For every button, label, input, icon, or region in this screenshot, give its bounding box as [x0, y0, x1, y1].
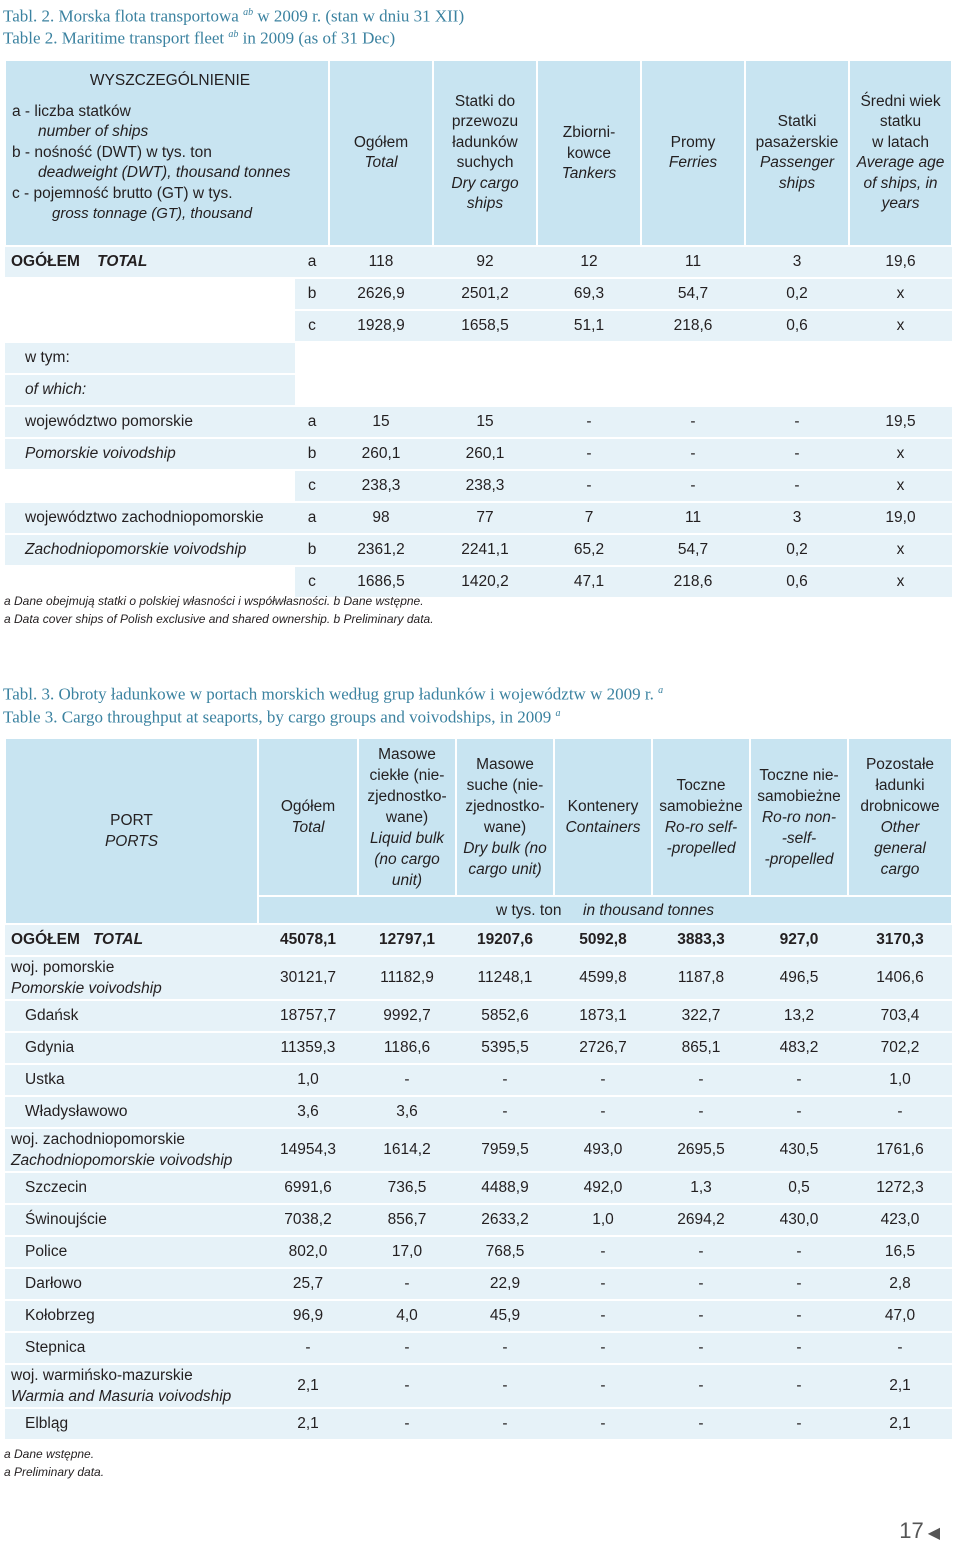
cell: 7959,5 — [456, 1128, 554, 1172]
cell: 22,9 — [456, 1268, 554, 1300]
cell: 51,1 — [537, 310, 641, 342]
cell: 1686,5 — [329, 566, 433, 598]
col-roro-nonself-header: Toczne nie- samobieżne Ro-ro non- -self- -propelled — [750, 738, 848, 896]
total-row — [5, 924, 952, 956]
cell: x — [849, 534, 952, 566]
empty-cell — [295, 374, 952, 406]
row-letter: c — [295, 566, 329, 598]
col-tankers-header: Zbiorni- kowce Tankers — [537, 60, 641, 246]
cell: 238,3 — [329, 470, 433, 502]
table3-header — [5, 738, 952, 896]
cell: 13,2 — [750, 1000, 848, 1032]
port-name: Świnoujście — [5, 1204, 258, 1236]
of-which-label: w tym: — [5, 342, 295, 374]
cell: 3170,3 — [848, 924, 952, 956]
row-letter: b — [295, 278, 329, 310]
col-roro-self-header: Toczne samobieżne Ro-ro self- -propelled — [652, 738, 750, 896]
cell: 11182,9 — [358, 956, 456, 1000]
cell: 118 — [329, 246, 433, 278]
group-label: woj. warmińsko-mazurskie Warmia and Masuria voivodship — [5, 1364, 258, 1408]
cell: - — [652, 1364, 750, 1408]
cell: - — [358, 1064, 456, 1096]
row-letter: c — [295, 310, 329, 342]
row-letter: b — [295, 438, 329, 470]
cell: - — [537, 406, 641, 438]
cell: 11 — [641, 246, 745, 278]
cell: 2501,2 — [433, 278, 537, 310]
table-row — [5, 470, 952, 502]
cell: - — [750, 1268, 848, 1300]
port-name: Gdynia — [5, 1032, 258, 1064]
col-liquid-bulk-header: Masowe ciekłe (nie- zjednostko- wane) Liquid bulk (no cargo unit) — [358, 738, 456, 896]
cell: 322,7 — [652, 1000, 750, 1032]
cell: 2361,2 — [329, 534, 433, 566]
voivodship-row — [5, 956, 952, 1000]
cell: 1272,3 — [848, 1172, 952, 1204]
cell: - — [750, 1408, 848, 1440]
of-which-row — [5, 374, 952, 406]
cell: 802,0 — [258, 1236, 358, 1268]
port-row — [5, 1408, 952, 1440]
table2-footnote-en: a Data cover ships of Polish exclusive and shared ownership. b Preliminary data. — [4, 612, 434, 626]
cell: 1,0 — [554, 1204, 652, 1236]
row-letter: c — [295, 470, 329, 502]
cell: - — [258, 1332, 358, 1364]
cell: 2,1 — [258, 1408, 358, 1440]
group-label: woj. zachodniopomorskie Zachodniopomorskie voivodship — [5, 1128, 258, 1172]
cell: 12 — [537, 246, 641, 278]
cell: - — [652, 1096, 750, 1128]
spec-header: WYSZCZEGÓLNIENIE a - liczba statków number of ships b - nośność (DWT) w tys. ton deadweight (DWT), thousand tonnes c - pojemność brutto (GT) w tys. gross tonnage (GT), thousand — [5, 60, 329, 246]
cell: - — [750, 1364, 848, 1408]
cell: 5852,6 — [456, 1000, 554, 1032]
cell: 3,6 — [358, 1096, 456, 1128]
cell: - — [848, 1332, 952, 1364]
region-label-en: Pomorskie voivodship — [5, 438, 295, 470]
cell: x — [849, 278, 952, 310]
cell: - — [456, 1332, 554, 1364]
cell: 856,7 — [358, 1204, 456, 1236]
cell: - — [456, 1096, 554, 1128]
cell: 25,7 — [258, 1268, 358, 1300]
port-name: Gdańsk — [5, 1000, 258, 1032]
port-name: Władysławowo — [5, 1096, 258, 1128]
cell: 2626,9 — [329, 278, 433, 310]
region-label: województwo zachodniopomorskie — [5, 502, 295, 534]
cell: 3 — [745, 246, 849, 278]
port-name: Stepnica — [5, 1332, 258, 1364]
col-age-header: Średni wiek statku w latach Average age of ships, in years — [849, 60, 952, 246]
cell: x — [849, 310, 952, 342]
cell: 2695,5 — [652, 1128, 750, 1172]
table3-caption-en: Table 3. Cargo throughput at seaports, by cargo groups and voivodships, in 2009 $^a$ — [3, 707, 561, 727]
cell: 1420,2 — [433, 566, 537, 598]
cell: 92 — [433, 246, 537, 278]
cell: 15 — [433, 406, 537, 438]
cell: 19,5 — [849, 406, 952, 438]
cell: - — [652, 1064, 750, 1096]
region-label-en: Zachodniopomorskie voivodship — [5, 534, 295, 566]
col-dry-cargo-header: Statki do przewozu ładunków suchych Dry cargo ships — [433, 60, 537, 246]
cell: 1406,6 — [848, 956, 952, 1000]
cell: 2,1 — [258, 1364, 358, 1408]
cell: 6991,6 — [258, 1172, 358, 1204]
cell: 1186,6 — [358, 1032, 456, 1064]
cell: 492,0 — [554, 1172, 652, 1204]
cell: 18757,7 — [258, 1000, 358, 1032]
cell: 11 — [641, 502, 745, 534]
cell: 4,0 — [358, 1300, 456, 1332]
cell: 96,9 — [258, 1300, 358, 1332]
cell: 7038,2 — [258, 1204, 358, 1236]
cell: 2726,7 — [554, 1032, 652, 1064]
table-row — [5, 246, 952, 278]
cell: 768,5 — [456, 1236, 554, 1268]
cell: 238,3 — [433, 470, 537, 502]
cell: - — [358, 1332, 456, 1364]
cell: 423,0 — [848, 1204, 952, 1236]
row-letter: a — [295, 502, 329, 534]
cell: 1,0 — [258, 1064, 358, 1096]
cell: - — [652, 1236, 750, 1268]
port-row — [5, 1268, 952, 1300]
cell: - — [641, 470, 745, 502]
cell: 15 — [329, 406, 433, 438]
of-which-label-en: of which: — [5, 374, 295, 406]
cell: x — [849, 566, 952, 598]
cell: - — [554, 1064, 652, 1096]
cell: 0,5 — [750, 1172, 848, 1204]
total-label: OGÓŁEM TOTAL — [5, 246, 295, 278]
cell: 7 — [537, 502, 641, 534]
cell: 98 — [329, 502, 433, 534]
maritime-fleet-table — [4, 59, 953, 599]
cell: 4599,8 — [554, 956, 652, 1000]
cell: 1928,9 — [329, 310, 433, 342]
cell: 430,0 — [750, 1204, 848, 1236]
cell: 0,6 — [745, 310, 849, 342]
table2-footnote-pl: a Dane obejmują statki o polskiej własności i współwłasności. b Dane wstępne. — [4, 594, 424, 608]
table-row — [5, 438, 952, 470]
cell: - — [652, 1332, 750, 1364]
port-name: Szczecin — [5, 1172, 258, 1204]
cell: 1761,6 — [848, 1128, 952, 1172]
cell: 0,2 — [745, 278, 849, 310]
cell: 1873,1 — [554, 1000, 652, 1032]
cell: 65,2 — [537, 534, 641, 566]
cell: 0,2 — [745, 534, 849, 566]
cell: 2,8 — [848, 1268, 952, 1300]
port-row — [5, 1236, 952, 1268]
col-total-header: Ogółem Total — [258, 738, 358, 896]
cell: 9992,7 — [358, 1000, 456, 1032]
col-total-header: Ogółem Total — [329, 60, 433, 246]
port-row — [5, 1172, 952, 1204]
table3-footnote-pl: a Dane wstępne. — [4, 1447, 95, 1461]
cell: 1614,2 — [358, 1128, 456, 1172]
cell: 11359,3 — [258, 1032, 358, 1064]
cell: - — [456, 1064, 554, 1096]
empty-cell — [5, 470, 295, 502]
cell: 1658,5 — [433, 310, 537, 342]
cell: 12797,1 — [358, 924, 456, 956]
cell: 2,1 — [848, 1364, 952, 1408]
col-other-cargo-header: Pozostałe ładunki drobnicowe Other general cargo — [848, 738, 952, 896]
cell: - — [358, 1408, 456, 1440]
cell: 5395,5 — [456, 1032, 554, 1064]
cell: 0,6 — [745, 566, 849, 598]
cell: 30121,7 — [258, 956, 358, 1000]
cell: 69,3 — [537, 278, 641, 310]
cell: 3883,3 — [652, 924, 750, 956]
cell: 702,2 — [848, 1032, 952, 1064]
triangle-left-icon: ◀ — [927, 1525, 940, 1542]
cell: 45,9 — [456, 1300, 554, 1332]
cell: 47,1 — [537, 566, 641, 598]
port-header: PORT PORTS — [5, 738, 258, 924]
cell: - — [652, 1300, 750, 1332]
cell: 2241,1 — [433, 534, 537, 566]
cell: 47,0 — [848, 1300, 952, 1332]
cell: - — [652, 1268, 750, 1300]
cell: - — [745, 470, 849, 502]
col-passenger-header: Statki pasażerskie Passenger ships — [745, 60, 849, 246]
cell: 218,6 — [641, 566, 745, 598]
cell: - — [745, 438, 849, 470]
port-row — [5, 1332, 952, 1364]
unit-label: w tys. ton in thousand tonnes — [258, 896, 952, 924]
cargo-throughput-table — [4, 737, 953, 1441]
cell: 260,1 — [433, 438, 537, 470]
table2-header — [5, 60, 952, 246]
port-row — [5, 1204, 952, 1236]
empty-cell — [5, 278, 295, 310]
port-name: Kołobrzeg — [5, 1300, 258, 1332]
table-row — [5, 502, 952, 534]
col-containers-header: Kontenery Containers — [554, 738, 652, 896]
cell: 430,5 — [750, 1128, 848, 1172]
cell: 54,7 — [641, 278, 745, 310]
cell: - — [537, 438, 641, 470]
cell: - — [554, 1268, 652, 1300]
port-row — [5, 1300, 952, 1332]
cell: 2633,2 — [456, 1204, 554, 1236]
cell: 865,1 — [652, 1032, 750, 1064]
table2-caption-pl: Tabl. 2. Morska flota transportowa $^{ab}$ w 2009 r. (stan w dniu 31 XII) — [3, 6, 465, 26]
cell: 493,0 — [554, 1128, 652, 1172]
group-label: woj. pomorskie Pomorskie voivodship — [5, 956, 258, 1000]
cell: 5092,8 — [554, 924, 652, 956]
cell: - — [652, 1408, 750, 1440]
cell: 14954,3 — [258, 1128, 358, 1172]
group-label: OGÓŁEM TOTAL — [5, 924, 258, 956]
cell: - — [750, 1332, 848, 1364]
cell: - — [554, 1236, 652, 1268]
cell: 3 — [745, 502, 849, 534]
cell: - — [750, 1096, 848, 1128]
cell: 17,0 — [358, 1236, 456, 1268]
cell: 496,5 — [750, 956, 848, 1000]
col-ferries-header: Promy Ferries — [641, 60, 745, 246]
cell: 927,0 — [750, 924, 848, 956]
cell: - — [641, 438, 745, 470]
cell: - — [641, 406, 745, 438]
table-row — [5, 534, 952, 566]
cell: 1,0 — [848, 1064, 952, 1096]
cell: x — [849, 470, 952, 502]
cell: - — [554, 1332, 652, 1364]
cell: - — [358, 1268, 456, 1300]
empty-cell — [295, 342, 952, 374]
port-row — [5, 1096, 952, 1128]
table-row — [5, 406, 952, 438]
cell: - — [554, 1096, 652, 1128]
cell: 483,2 — [750, 1032, 848, 1064]
cell: - — [554, 1364, 652, 1408]
of-which-row — [5, 342, 952, 374]
voivodship-row — [5, 1364, 952, 1408]
port-name: Ustka — [5, 1064, 258, 1096]
cell: 45078,1 — [258, 924, 358, 956]
cell: x — [849, 438, 952, 470]
cell: 703,4 — [848, 1000, 952, 1032]
cell: 19207,6 — [456, 924, 554, 956]
cell: 54,7 — [641, 534, 745, 566]
region-label: województwo pomorskie — [5, 406, 295, 438]
row-letter: b — [295, 534, 329, 566]
cell: - — [456, 1408, 554, 1440]
cell: - — [745, 406, 849, 438]
row-letter: a — [295, 246, 329, 278]
table-row — [5, 278, 952, 310]
empty-cell — [5, 310, 295, 342]
cell: 19,6 — [849, 246, 952, 278]
cell: 2694,2 — [652, 1204, 750, 1236]
table3-footnote-en: a Preliminary data. — [4, 1465, 105, 1479]
cell: - — [848, 1096, 952, 1128]
cell: - — [750, 1300, 848, 1332]
cell: 3,6 — [258, 1096, 358, 1128]
port-row — [5, 1000, 952, 1032]
port-name: Elbląg — [5, 1408, 258, 1440]
cell: 2,1 — [848, 1408, 952, 1440]
port-name: Darłowo — [5, 1268, 258, 1300]
cell: - — [358, 1364, 456, 1408]
cell: 218,6 — [641, 310, 745, 342]
cell: - — [554, 1408, 652, 1440]
voivodship-row — [5, 1128, 952, 1172]
table-row — [5, 310, 952, 342]
cell: - — [750, 1064, 848, 1096]
table3-caption-pl: Tabl. 3. Obroty ładunkowe w portach morskich według grup ładunków i województw w 2009 r. $^a$ — [3, 684, 664, 704]
port-name: Police — [5, 1236, 258, 1268]
cell: - — [554, 1300, 652, 1332]
page-number: 17 ◀ — [899, 1518, 940, 1543]
cell: - — [456, 1364, 554, 1408]
cell: - — [537, 470, 641, 502]
cell: 77 — [433, 502, 537, 534]
port-row — [5, 1064, 952, 1096]
cell: 1187,8 — [652, 956, 750, 1000]
col-dry-bulk-header: Masowe suche (nie- zjednostko- wane) Dry bulk (no cargo unit) — [456, 738, 554, 896]
cell: - — [750, 1236, 848, 1268]
cell: 1,3 — [652, 1172, 750, 1204]
cell: 260,1 — [329, 438, 433, 470]
cell: 16,5 — [848, 1236, 952, 1268]
cell: 736,5 — [358, 1172, 456, 1204]
port-row — [5, 1032, 952, 1064]
cell: 4488,9 — [456, 1172, 554, 1204]
row-letter: a — [295, 406, 329, 438]
cell: 11248,1 — [456, 956, 554, 1000]
table2-caption-en: Table 2. Maritime transport fleet $^{ab}$ in 2009 (as of 31 Dec) — [3, 28, 396, 48]
cell: 19,0 — [849, 502, 952, 534]
